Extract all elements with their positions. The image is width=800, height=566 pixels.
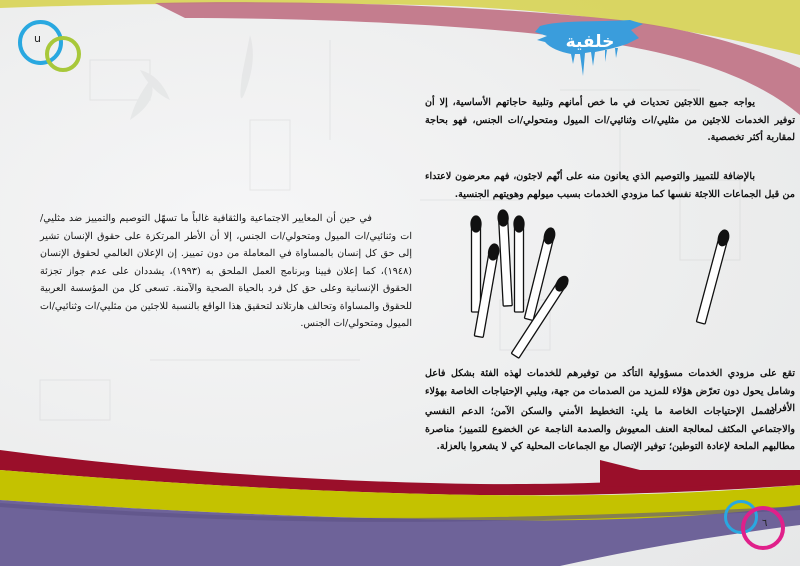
paragraph: يواجه جميع اللاجئين تحديات في ما خص أمانهم وتلبية حاجاتهم الأساسية، إلا أن توفير الخدمات للاجئين من مثليي/ات وثنائيي/ات الميول ومتحولي/ات الجنس، فهو بحاجة لمقاربة أكثر تخصصية. (425, 97, 795, 143)
right-column-text-2 (425, 168, 795, 203)
logo-glyph: u (34, 32, 41, 45)
section-title: خلفية (565, 32, 615, 52)
right-column-text (425, 94, 795, 147)
logo-top-left (16, 18, 86, 78)
matchsticks-illustration (440, 200, 760, 370)
paragraph: تقع على مزودي الخدمات مسؤولية التأكد من توفيرهم للخدمات لهذه الفئة بشكل فاعل وشامل يحول دون تعرّض هؤلاء للمزيد من الصدمات من جهة، ويلبي الإحتياجات الخاصة بهؤلاء الأفراد. (425, 368, 795, 414)
logo-ring-green (45, 36, 81, 72)
right-column-text-4 (425, 403, 795, 456)
paragraph: في حين أن المعايير الاجتماعية والثقافية غالباً ما تسهّل التوصيم والتمييز ضد مثليي/ات وثنائيي/ات الميول ومتحولي/ات الجنس، إلا أن الأطر المرتكزة على حقوق الإنسان تشير إلى حق كل إنسان بالمساواة في المعاملة من دون تمييز. إن الإعلان العالمي لحقوق الإنسان (١٩٤٨)، كما إعلان فيينا وبرنامج العمل الملحق به (١٩٩٣)، يشددان على عدم جواز تجزئة الحقوق الإنسانية وعلى حق كل فرد بالحياة الصحية والآمنة. تسعى كل من المؤسسة العربية للحقوق والمساواة وتحالف هارتلاند لتحقيق هذا الواقع بالنسبة للاجئين من مثليي/ات وثنائيي/ات الميول ومتحولي/ات الجنس. (40, 213, 412, 329)
left-column-text (40, 210, 412, 333)
logo-bottom-right (722, 498, 792, 564)
section-title-badge (535, 18, 645, 80)
paragraph: بالإضافة للتمييز والتوصيم الذي يعانون منه على أنّهم لاجئون، فهم معرضون لاعتداء من قبل الجماعات اللاجئة نفسها كما مزودي الخدمات بسبب ميولهم وهويتهم الجنسية. (425, 171, 795, 200)
page-number: ٦ (762, 518, 768, 529)
paragraph: تشمل الإحتياجات الخاصة ما يلي: التخطيط الأمني والسكن الآمن؛ الدعم النفسي والاجتماعي المكثف لمعالجة العنف المعيوش والصدمة الناجمة عن الخضوع للتمييز؛ مناصرة مطالبهم الملحة لإعادة التوطين؛ توفير الإتصال مع الجماعات المحلية كي لا يشعروا بالعزلة. (425, 406, 795, 452)
